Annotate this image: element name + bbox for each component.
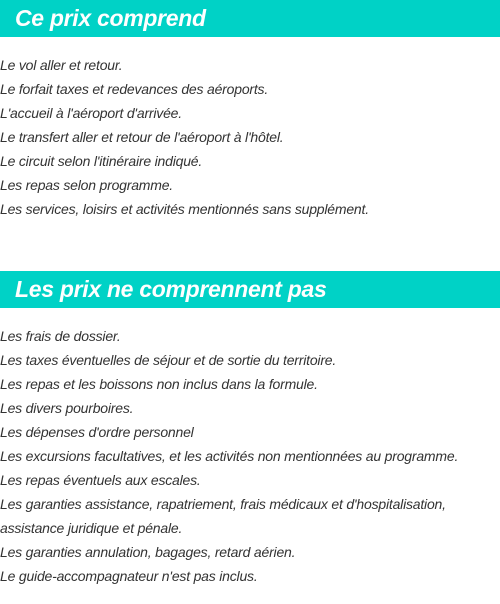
excluded-section-header (0, 271, 500, 308)
excluded-list (0, 324, 500, 588)
excluded-list-item: Les taxes éventuelles de séjour et de sortie du territoire. (0, 352, 337, 368)
included-list (0, 53, 500, 221)
included-list-item: Les services, loisirs et activités mentionnés sans supplément. (0, 201, 369, 217)
excluded-list-item: Le guide-accompagnateur n'est pas inclus. (0, 568, 258, 584)
included-section-header (0, 0, 500, 37)
included-list-item: Le transfert aller et retour de l'aéroport à l'hôtel. (0, 129, 284, 145)
included-list-item: Le forfait taxes et redevances des aéroports. (0, 81, 269, 97)
included-list-item: Le circuit selon l'itinéraire indiqué. (0, 153, 203, 169)
included-list-item: L'accueil à l'aéroport d'arrivée. (0, 105, 182, 121)
excluded-list-item: Les garanties annulation, bagages, retard aérien. (0, 544, 296, 560)
excluded-list-item: Les divers pourboires. (0, 400, 134, 416)
excluded-list-item: assistance juridique et pénale. (0, 520, 183, 536)
excluded-list-item: Les repas éventuels aux escales. (0, 472, 201, 488)
excluded-list-item: Les repas et les boissons non inclus dans la formule. (0, 376, 318, 392)
excluded-list-item: Les frais de dossier. (0, 328, 121, 344)
excluded-list-item: Les garanties assistance, rapatriement, frais médicaux et d'hospitalisation, (0, 496, 446, 512)
excluded-list-item: Les excursions facultatives, et les activités non mentionnées au programme. (0, 448, 459, 464)
included-list-item: Les repas selon programme. (0, 177, 173, 193)
excluded-list-item: Les dépenses d'ordre personnel (0, 424, 194, 440)
included-section-title: Ce prix comprend (15, 5, 206, 31)
excluded-section-title: Les prix ne comprennent pas (15, 276, 327, 302)
included-list-item: Le vol aller et retour. (0, 57, 123, 73)
